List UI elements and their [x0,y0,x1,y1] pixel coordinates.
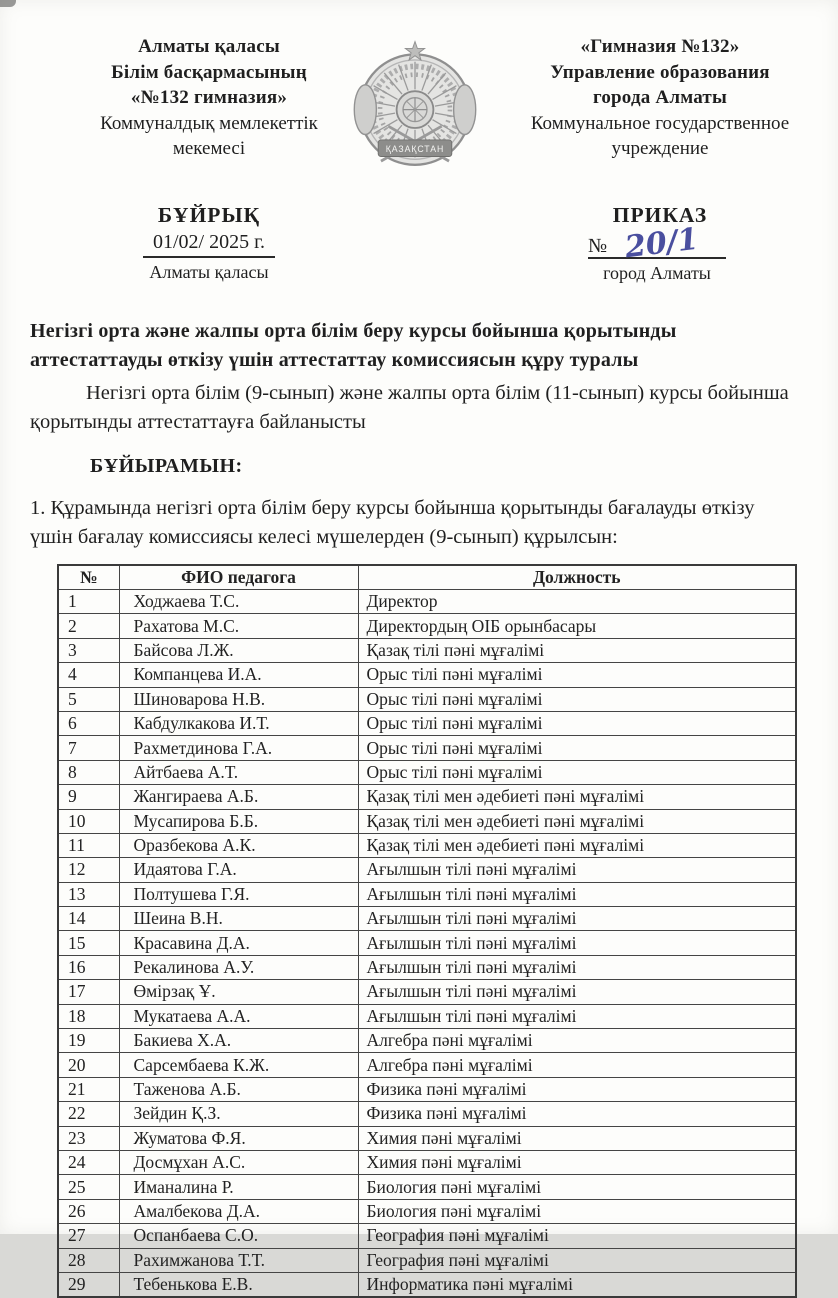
number-sign: № [588,235,608,257]
row-position: Физика пәні мұғалімі [358,1077,796,1101]
table-row [58,638,796,662]
table-row [58,1150,796,1174]
table-row [58,907,796,931]
row-name: Идаятова Г.А. [119,858,358,882]
row-name: Айтбаева А.Т. [119,760,358,784]
row-position: Химия пәні мұғалімі [358,1126,796,1150]
col-header-number: № [58,565,119,590]
row-position: Физика пәні мұғалімі [358,1102,796,1126]
emblem-container [340,34,490,176]
table-row [58,1053,796,1077]
row-position: Қазақ тілі мен әдебиеті пәні мұғалімі [358,809,796,833]
row-number: 1 [58,590,119,614]
row-position: Алгебра пәні мұғалімі [358,1029,796,1053]
row-position: Ағылшын тілі пәні мұғалімі [358,907,796,931]
row-number: 23 [58,1126,119,1150]
handwritten-order-number: 20/1 [623,221,701,266]
row-name: Рахатова М.С. [119,614,358,638]
row-number: 9 [58,785,119,809]
col-header-name: ФИО педагога [119,565,358,590]
org-name-ru-line1: «Гимназия №132» [580,36,740,57]
order-block-kazakh [58,202,360,285]
row-position: География пәні мұғалімі [358,1248,796,1272]
document-body [0,317,838,552]
table-row [58,614,796,638]
row-name: Сарсембаева К.Ж. [119,1053,358,1077]
row-name: Зейдин Қ.З. [119,1102,358,1126]
row-position: Ағылшын тілі пәні мұғалімі [358,980,796,1004]
table-row [58,711,796,735]
org-name-ru-line3: города Алматы [592,87,727,108]
kazakhstan-coat-of-arms-icon [346,34,484,176]
row-name: Досмұхан А.С. [119,1150,358,1174]
row-name: Шеина В.Н. [119,907,358,931]
row-name: Ходжаева Т.С. [119,590,358,614]
row-name: Рахметдинова Г.А. [119,736,358,760]
row-number: 11 [58,833,119,857]
letterhead-kazakh [58,34,360,176]
row-position: Орыс тілі пәні мұғалімі [358,711,796,735]
table-row [58,1248,796,1272]
org-name-kk-line3: «№132 гимназия» [130,87,288,108]
emblem-banner-text: ҚАЗАҚСТАН [385,143,445,154]
row-name: Жуматова Ф.Я. [119,1126,358,1150]
row-number: 22 [58,1102,119,1126]
table-row [58,590,796,614]
row-number: 5 [58,687,119,711]
row-position: Директор [358,590,796,614]
table-row [58,1224,796,1248]
table-row [58,785,796,809]
row-name: Жангираева А.Б. [119,785,358,809]
col-header-position: Должность [358,565,796,590]
row-position: Ағылшын тілі пәні мұғалімі [358,1004,796,1028]
order-spacer [340,202,490,285]
org-name-kk-line1: Алматы қаласы [138,36,280,57]
table-row [58,1029,796,1053]
row-number: 20 [58,1053,119,1077]
row-number: 12 [58,858,119,882]
row-position: Қазақ тілі мен әдебиеті пәні мұғалімі [358,785,796,809]
row-name: Иманалина Р. [119,1175,358,1199]
row-number: 26 [58,1199,119,1223]
org-name-ru-line2: Управление образования [550,61,770,83]
row-number: 7 [58,736,119,760]
row-number: 3 [58,638,119,662]
row-number: 8 [58,760,119,784]
table-row [58,1175,796,1199]
order-preamble: Негізгі орта білім (9-сынып) және жалпы орта білім (11-сынып) курсы бойынша қорытынды аттестаттауға байланысты [30,382,789,433]
org-type-kk-line2: мекемесі [172,138,246,159]
table-row [58,760,796,784]
row-position: Химия пәні мұғалімі [358,1150,796,1174]
row-name: Рекалинова А.У. [119,955,358,979]
row-position: География пәні мұғалімі [358,1224,796,1248]
row-name: Кабдулкакова И.Т. [119,711,358,735]
row-name: Шиноварова Н.В. [119,687,358,711]
order-date: 01/02/ 2025 г. [143,230,275,258]
row-number: 17 [58,980,119,1004]
table-row [58,980,796,1004]
row-position: Орыс тілі пәні мұғалімі [358,736,796,760]
table-row [58,858,796,882]
row-number: 24 [58,1150,119,1174]
table-row [58,736,796,760]
row-position: Ағылшын тілі пәні мұғалімі [358,955,796,979]
commission-table [57,564,797,1298]
row-number: 16 [58,955,119,979]
row-name: Тебенькова Е.В. [119,1272,358,1297]
row-name: Мукатаева А.А. [119,1004,358,1028]
row-number: 28 [58,1248,119,1272]
row-number: 25 [58,1175,119,1199]
row-name: Таженова А.Б. [119,1077,358,1101]
row-position: Қазақ тілі пәні мұғалімі [358,638,796,662]
row-number: 29 [58,1272,119,1297]
row-position: Ағылшын тілі пәні мұғалімі [358,931,796,955]
row-name: Красавина Д.А. [119,931,358,955]
row-number: 10 [58,809,119,833]
letterhead [0,0,838,176]
row-name: Мусапирова Б.Б. [119,809,358,833]
letterhead-russian [492,34,828,176]
row-name: Бакиева Х.А. [119,1029,358,1053]
table-row [58,1004,796,1028]
org-name-kk-line2: Білім басқармасының [111,61,307,83]
order-block-russian [492,202,828,285]
row-number: 15 [58,931,119,955]
table-row [58,882,796,906]
table-row [58,1126,796,1150]
row-name: Оспанбаева С.О. [119,1224,358,1248]
row-name: Байсова Л.Ж. [119,638,358,662]
order-city-ru: город Алматы [603,263,711,283]
order-word-kk: БҰЙРЫҚ [157,203,261,227]
table-row [58,1199,796,1223]
row-position: Биология пәні мұғалімі [358,1199,796,1223]
org-type-ru-line1: Коммунальное государственное [530,112,790,134]
row-position: Ағылшын тілі пәні мұғалімі [358,882,796,906]
row-number: 18 [58,1004,119,1028]
order-item-1: 1. Құрамында негізгі орта білім беру курсы бойынша қорытынды бағалауды өткізу үшін бағалау комиссиясы келесі мүшелерден (9-сынып) құрылсын: [30,497,755,548]
table-row [58,809,796,833]
table-row [58,1077,796,1101]
row-name: Амалбекова Д.А. [119,1199,358,1223]
order-subject-title: Негізгі орта және жалпы орта білім беру курсы бойынша қорытынды аттестаттауды өткізу үшін аттестаттау комиссиясын құру туралы [30,320,677,371]
table-row [58,1272,796,1297]
row-name: Рахимжанова Т.Т. [119,1248,358,1272]
row-number: 6 [58,711,119,735]
row-number: 2 [58,614,119,638]
row-number: 13 [58,882,119,906]
row-position: Алгебра пәні мұғалімі [358,1053,796,1077]
order-title-row [0,202,838,285]
row-position: Биология пәні мұғалімі [358,1175,796,1199]
order-city-kk: Алматы қаласы [149,262,269,282]
row-position: Орыс тілі пәні мұғалімі [358,663,796,687]
table-row [58,663,796,687]
org-type-ru-line2: учреждение [611,138,709,159]
row-position: Орыс тілі пәні мұғалімі [358,760,796,784]
row-position: Информатика пәні мұғалімі [358,1272,796,1297]
row-number: 19 [58,1029,119,1053]
row-position: Директордың ОІБ орынбасары [358,614,796,638]
row-position: Қазақ тілі мен әдебиеті пәні мұғалімі [358,833,796,857]
row-number: 4 [58,663,119,687]
table-row [58,1102,796,1126]
row-number: 21 [58,1077,119,1101]
row-number: 27 [58,1224,119,1248]
row-name: Өмірзақ Ұ. [119,980,358,1004]
order-word-ru: ПРИКАЗ [612,203,708,227]
row-name: Компанцева И.А. [119,663,358,687]
row-position: Орыс тілі пәні мұғалімі [358,687,796,711]
table-body [58,590,796,1298]
org-type-kk-line1: Коммуналдық мемлекеттік [100,112,318,134]
order-number-line [588,221,726,266]
table-row [58,955,796,979]
table-header-row [58,565,796,590]
resolve-word: БҰЙЫРАМЫН: [90,455,243,477]
table-row [58,833,796,857]
row-position: Ағылшын тілі пәні мұғалімі [358,858,796,882]
row-name: Оразбекова А.К. [119,833,358,857]
table-row [58,687,796,711]
table-row [58,931,796,955]
row-number: 14 [58,907,119,931]
row-name: Полтушева Г.Я. [119,882,358,906]
